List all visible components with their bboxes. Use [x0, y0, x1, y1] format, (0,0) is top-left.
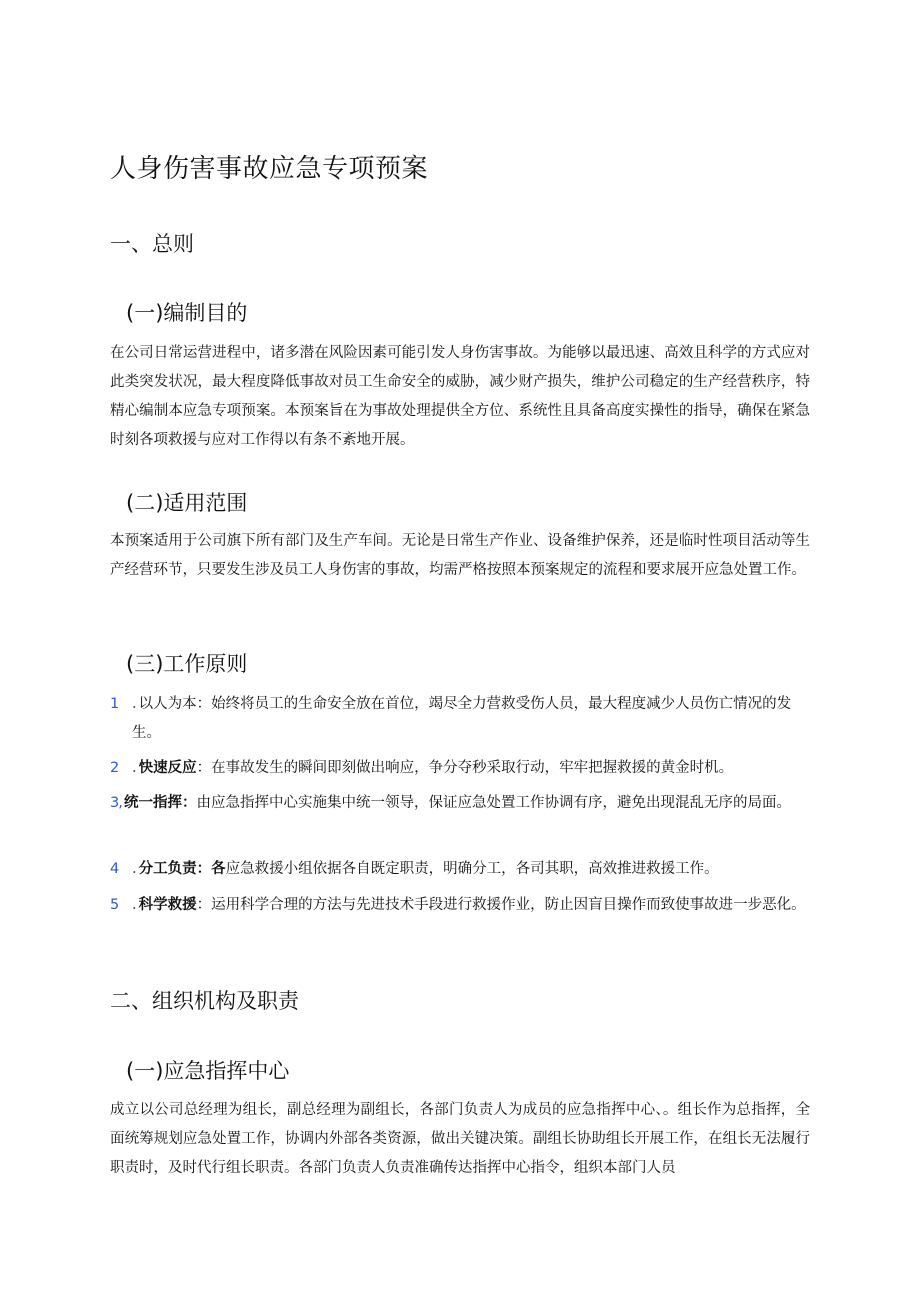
subsection-heading-purpose: (一)编制目的 [126, 301, 248, 325]
list-item [110, 891, 810, 920]
list-item-label: 以人为本 [138, 696, 197, 712]
section-heading-general: 一、总则 [110, 232, 194, 256]
list-item-dot: . [132, 760, 137, 776]
list-item-number: 4 [110, 861, 120, 877]
paragraph-command-center: 成立以公司总经理为组长，副总经理为副组长，各部门负责人为成员的应急指挥中心、。组长作为总指挥，全面统筹规划应急处置工作，协调内外部各类资源，做出关键决策。副组长协助组长开展工作，在组长无法履行职责时，及时代行组长职责。各部门负责人负责准确传达指挥中心指令，组织本部门人员 [110, 1102, 810, 1176]
list-item [110, 855, 810, 884]
list-item-dot: . [132, 897, 137, 913]
list-item-number: 3, [110, 795, 122, 811]
list-item-text: 由应急指挥中心实施集中统一领导，保证应急处置工作协调有序，避免出现混乱无序的局面。 [196, 795, 791, 811]
list-item [110, 690, 810, 748]
list-item [110, 789, 810, 818]
list-item-label: 分工负责：各 [138, 861, 226, 877]
subsection-heading-command-center: (一)应急指挥中心 [126, 1059, 290, 1083]
list-item-text: ：在事故发生的瞬间即刻做出响应，争分夺秒采取行动，牢牢把握救援的黄金时机。 [196, 760, 734, 776]
subsection-heading-principles: (三)工作原则 [126, 652, 248, 676]
list-item-label: 统一指挥： [124, 795, 197, 811]
list-item-text: 应急救援小组依据各自既定职责，明确分工，各司其职，高效推进救援工作。 [225, 861, 719, 877]
list-item [110, 754, 810, 783]
subsection-heading-scope: (二)适用范围 [126, 491, 248, 515]
section-heading-organization: 二、组织机构及职责 [110, 989, 299, 1013]
list-item-number: 1 [110, 696, 120, 712]
list-item-text: ：运用科学合理的方法与先进技术手段进行救援作业，防止因盲目操作而致使事故进一步恶化。 [196, 897, 806, 913]
list-item-dot: . [132, 696, 137, 712]
paragraph-scope: 本预案适用于公司旗下所有部门及生产车间。无论是日常生产作业、设备维护保养，还是临时性项目活动等生产经营环节，只要发生涉及员工人身伤害的事故，均需严格按照本预案规定的流程和要求展开应急处置工作。 [110, 533, 810, 578]
list-item-number: 5 [110, 897, 120, 913]
list-item-text: ：始终将员工的生命安全放在首位，竭尽全力营救受伤人员，最大程度减少人员伤亡情况的发生。 [132, 696, 792, 741]
list-item-number: 2 [110, 760, 120, 776]
list-item-dot: . [132, 861, 137, 877]
paragraph-purpose: 在公司日常运营进程中，诸多潜在风险因素可能引发人身伤害事故。为能够以最迅速、高效且科学的方式应对此类突发状况，最大程度降低事故对员工生命安全的威胁，减少财产损失，维护公司稳定的生产经营秩序，特精心编制本应急专项预案。本预案旨在为事故处理提供全方位、系统性且具备高度实操性的指导，确保在紧急时刻各项救援与应对工作得以有条不紊地开展。 [110, 345, 810, 448]
list-item-label: 快速反应 [138, 760, 197, 776]
list-item-label: 科学救援 [138, 897, 197, 913]
document-title: 人身伤害事故应急专项预案 [110, 154, 429, 184]
